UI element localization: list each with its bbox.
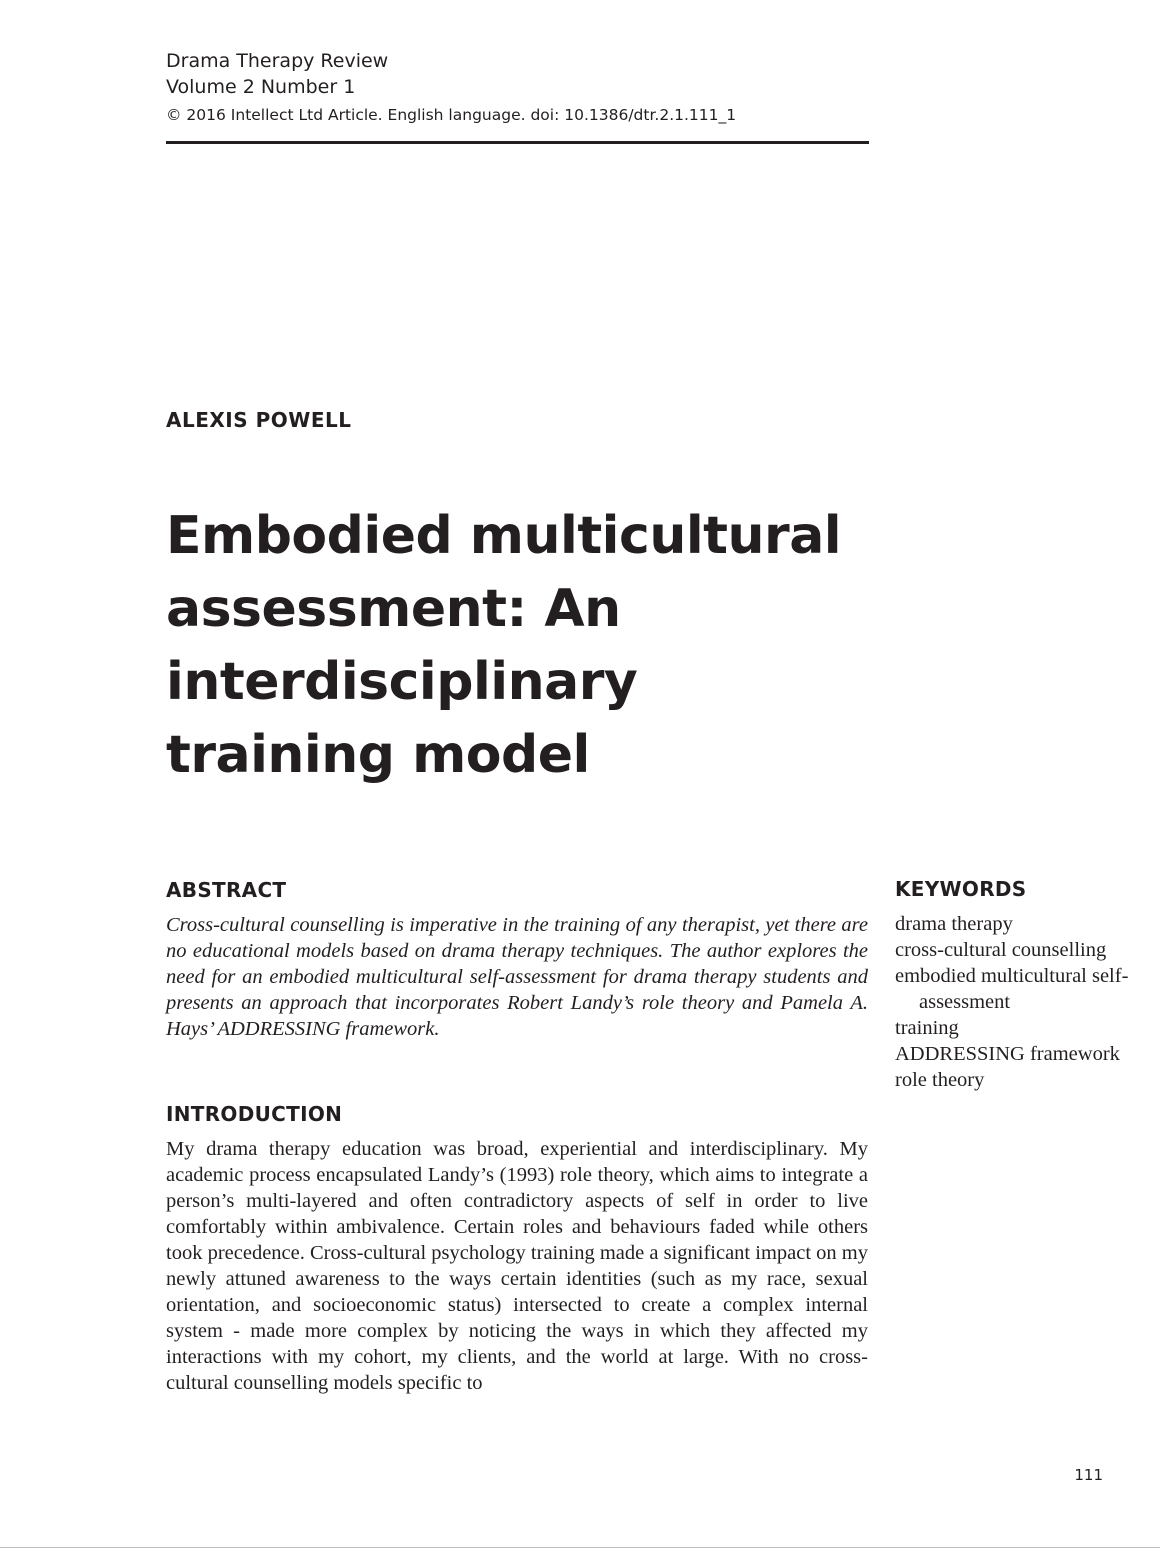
page-number: 111 [1074, 1466, 1103, 1484]
keyword-item: ADDRESSING framework [895, 1043, 1120, 1065]
keywords-list [895, 911, 1130, 1093]
introduction-heading: INTRODUCTION [166, 1102, 343, 1126]
journal-name: Drama Therapy Review [166, 50, 389, 72]
keyword-item: role theory [895, 1069, 985, 1091]
journal-header [166, 48, 736, 126]
doi-line: © 2016 Intellect Ltd Article. English language. doi: 10.1386/dtr.2.1.111_1 [166, 106, 737, 124]
keyword-item: training [895, 1017, 959, 1039]
abstract-heading: ABSTRACT [166, 878, 287, 902]
page-bottom-border [0, 1547, 1160, 1548]
keyword-item: drama therapy [895, 913, 1013, 935]
keywords-heading: KEYWORDS [895, 877, 1027, 901]
keyword-item: embodied multicultural self-assessment [895, 965, 1129, 1013]
journal-volume: Volume 2 Number 1 [166, 76, 356, 98]
author-name: ALEXIS POWELL [166, 408, 352, 432]
article-title: Embodied multicultural assessment: An interdisciplinary training model [166, 506, 842, 785]
keyword-item: cross-cultural counselling [895, 939, 1107, 961]
abstract-text: Cross-cultural counselling is imperative in the training of any therapist, yet there are no educational models based on drama therapy techniques. The author explores the need for an embodied multicultural self-assessment for drama therapy students and presents an approach that incorporates Robert Landy’s role theory and Pamela A. Hays’ ADDRESSING framework. [166, 914, 868, 1040]
introduction-text: My drama therapy education was broad, experiential and interdisciplinary. My academic process encapsulated Landy’s (1993) role theory, which aims to integrate a person’s multi-layered and often contradictory aspects of self in order to live comfortably within ambivalence. Certain roles and behaviours faded while others took precedence. Cross-cultural psychology training made a significant impact on my newly attuned awareness to the ways certain identities (such as my race, sexual orientation, and socioeconomic status) intersected to create a complex internal system - made more complex by noticing the ways in which they affected my interactions with my cohort, my clients, and the world at large. With no cross-cultural counselling models specific to [166, 1138, 868, 1394]
header-rule [166, 141, 869, 144]
